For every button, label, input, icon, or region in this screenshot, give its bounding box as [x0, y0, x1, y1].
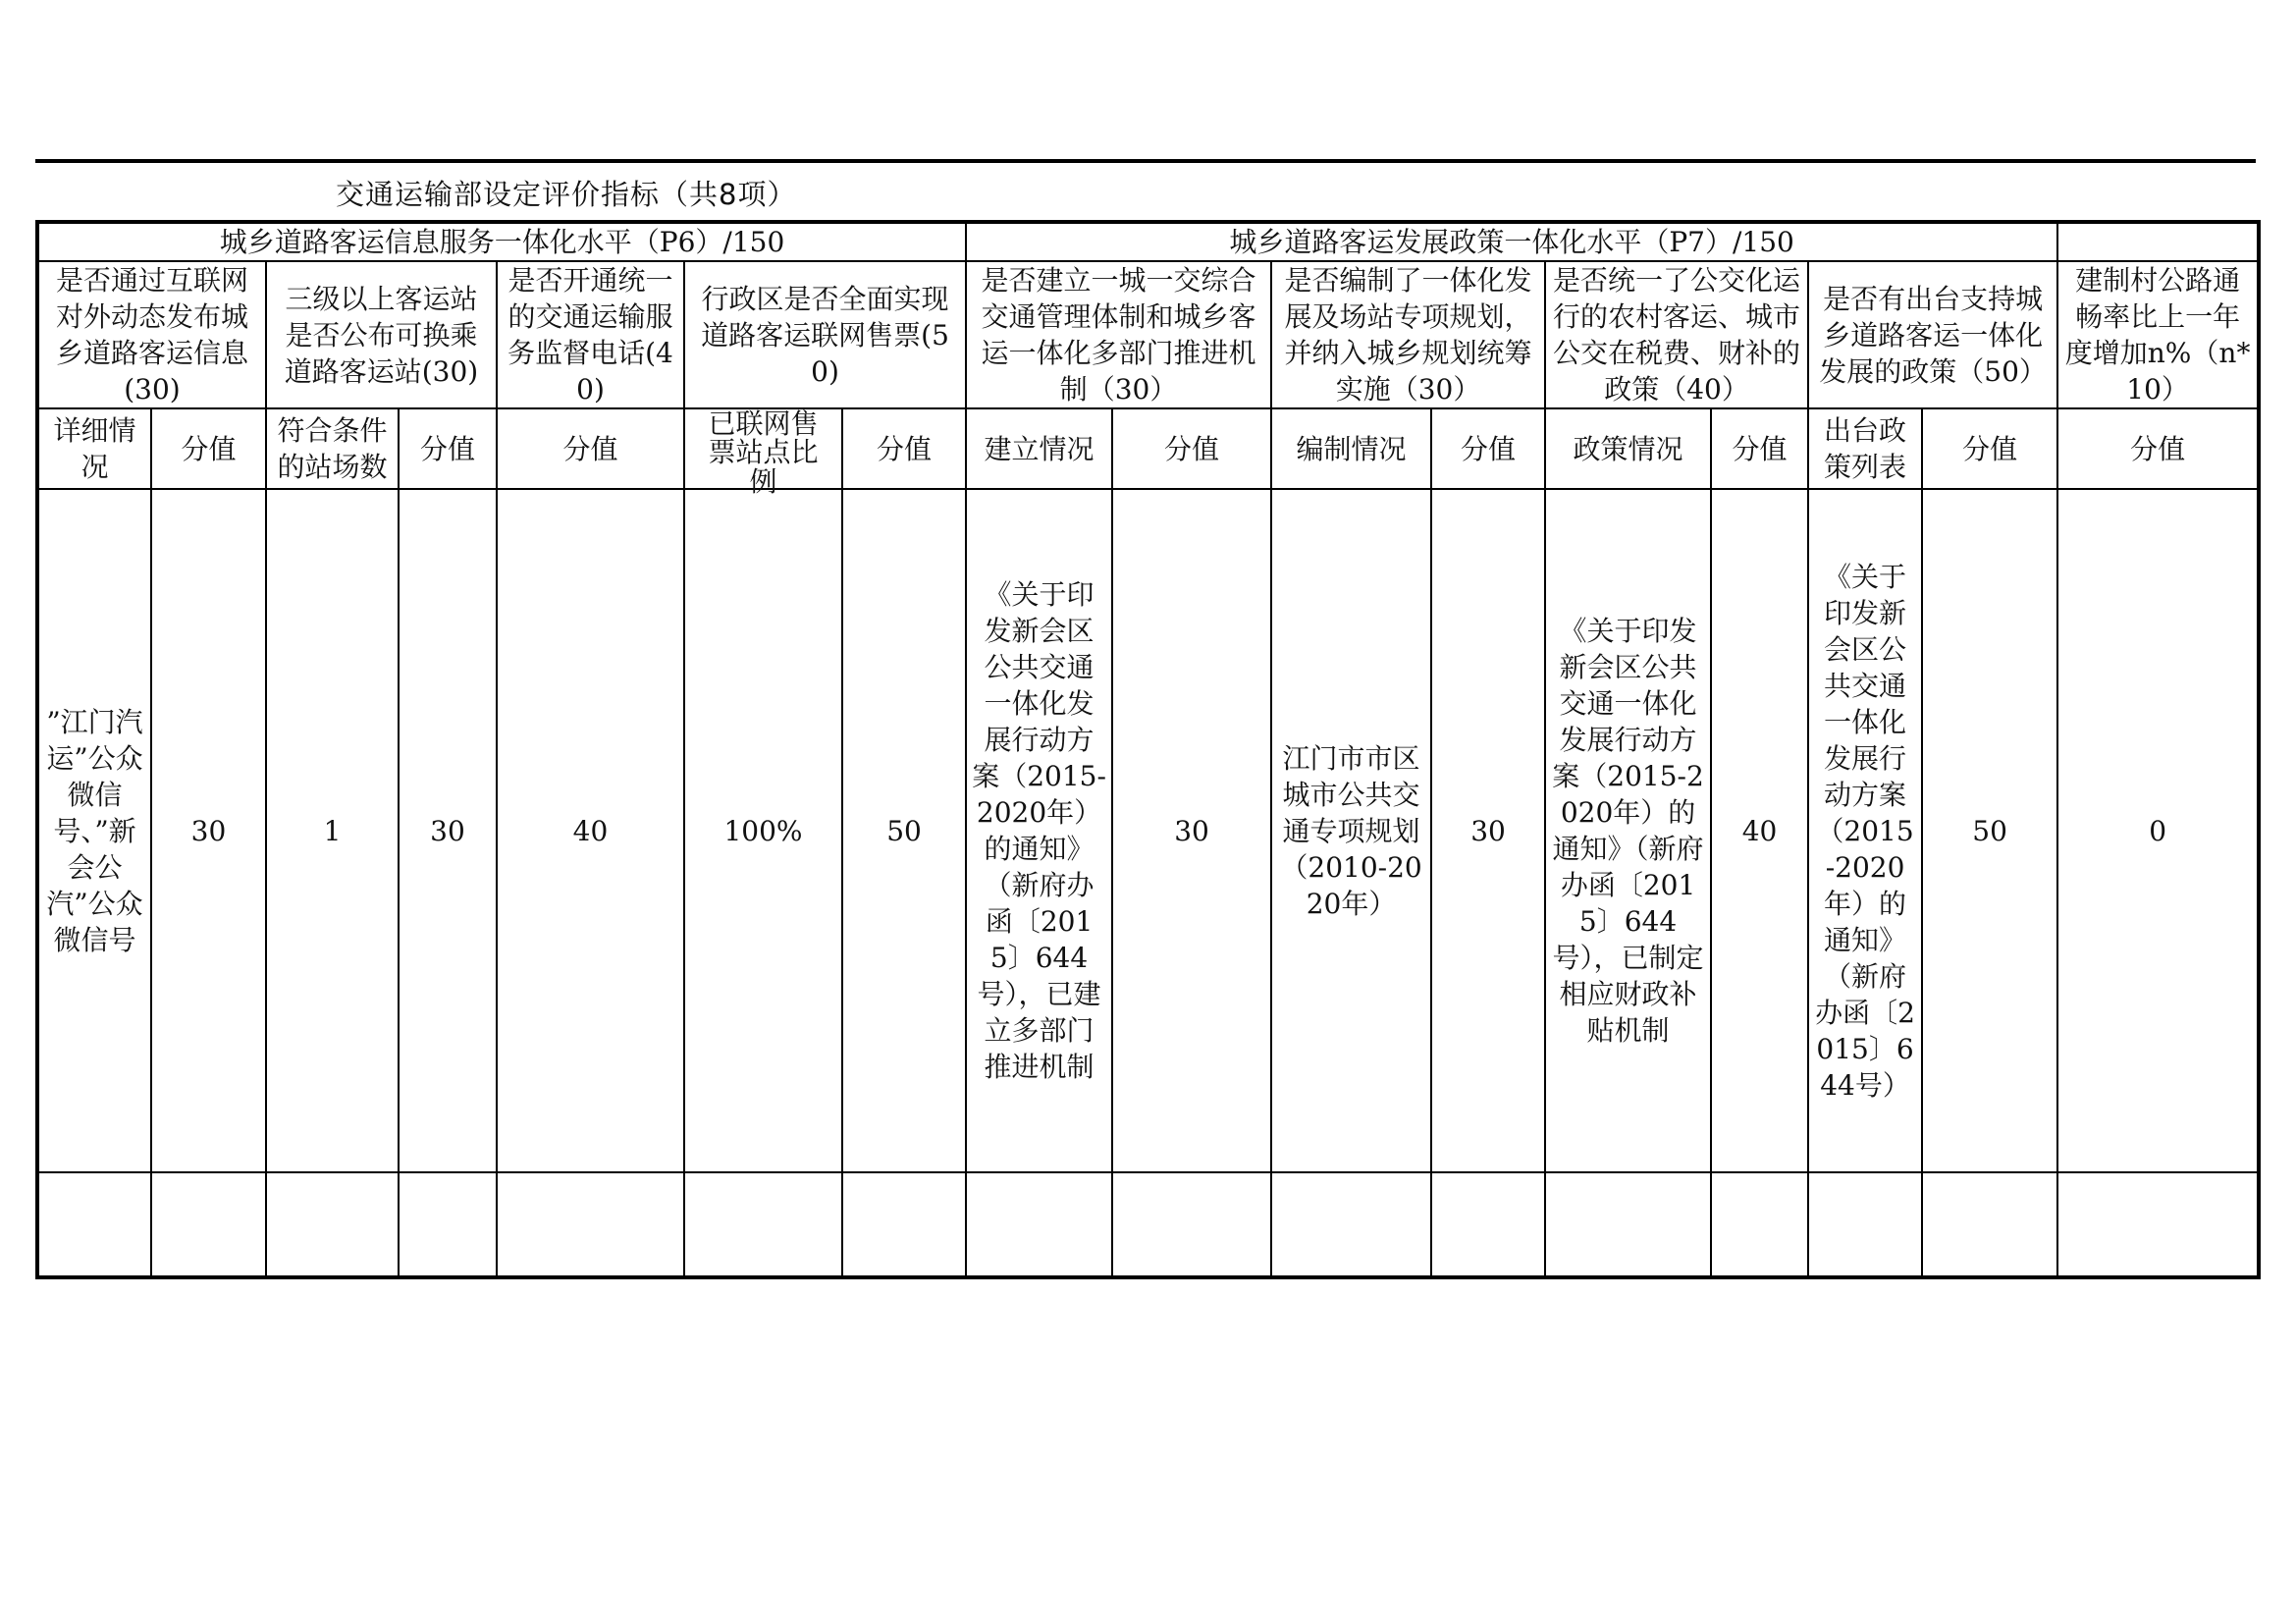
subheader-station-count: 符合条件的站场数	[277, 414, 388, 483]
document-title: 交通运输部设定评价指标（共8项）	[336, 178, 797, 211]
subheader-ticketing-ratio: 票站点比	[708, 436, 819, 468]
empty-cell	[1431, 1172, 1545, 1277]
indicator-online-info: 是否通过互联网对外动态发布城乡道路客运信息(30)	[55, 264, 248, 406]
table-row	[37, 489, 2259, 1172]
empty-cell	[1112, 1172, 1271, 1277]
group-header-p6: 城乡道路客运信息服务一体化水平（P6）/150	[37, 222, 966, 261]
empty-cell	[1808, 1172, 1922, 1277]
cell-score: 40	[572, 814, 609, 847]
group-header-row	[37, 222, 2259, 261]
cell-score: 30	[1174, 814, 1209, 847]
empty-cell	[1711, 1172, 1808, 1277]
empty-cell	[2057, 1172, 2259, 1277]
cell-ticketing-ratio: 100%	[723, 814, 803, 847]
subheader-score: 分值	[2130, 432, 2186, 465]
cell-detail: ”江门汽运”公众微信号、”新会公汽”公众微信号	[46, 705, 143, 956]
subheader-score: 分值	[419, 432, 475, 465]
cell-establishment: 《关于印发新会区公共交通一体化发展行动方案（2015-2020年）的通知》（新府办函〔2015〕644号），已建立多部门推进机制	[972, 578, 1106, 1083]
subheader-score: 分值	[1732, 432, 1788, 465]
cell-score: 30	[190, 814, 227, 847]
indicator-header-row	[37, 261, 2259, 408]
subheader-score: 分值	[562, 432, 618, 465]
subheader-ticketing-ratio-bottom: 例	[749, 465, 777, 498]
empty-cell	[966, 1172, 1112, 1277]
empty-cell	[399, 1172, 497, 1277]
subheader-ticketing-ratio-top: 已联网售	[708, 407, 819, 440]
indicator-unified-policy: 是否统一了公交化运行的农村客运、城市公交在税费、财补的政策（40）	[1553, 264, 1801, 406]
empty-cell	[1271, 1172, 1431, 1277]
indicator-hotline: 是否开通统一的交通运输服务监督电话(40)	[507, 264, 673, 406]
cell-station-count: 1	[323, 814, 342, 847]
cell-policy: 《关于印发新会区公共交通一体化发展行动方案（2015-2020年）的通知》（新府办函〔2015〕644号），已制定相应财政补贴机制	[1552, 615, 1704, 1047]
subheader-policy: 政策情况	[1573, 432, 1683, 465]
subheader-score: 分值	[1962, 432, 2018, 465]
indicator-special-plan: 是否编制了一体化发展及场站专项规划，并纳入城乡规划统筹实施（30）	[1284, 264, 1532, 406]
subheader-score: 分值	[181, 432, 237, 465]
cell-score: 50	[886, 814, 922, 847]
empty-cell	[497, 1172, 684, 1277]
empty-cell	[151, 1172, 266, 1277]
subheader-policy-list: 出台政策列表	[1824, 414, 1907, 483]
subheader-score: 分值	[1461, 432, 1517, 465]
indicator-road-access: 建制村公路通畅率比上一年度增加n%（n*10）	[2064, 264, 2251, 406]
subheader-score: 分值	[1164, 432, 1220, 465]
indicator-support-policy: 是否有出台支持城乡道路客运一体化发展的政策（50）	[1819, 282, 2047, 388]
cell-score: 50	[1972, 814, 2007, 847]
subheader-detail: 详细情况	[53, 414, 136, 483]
empty-cell	[1922, 1172, 2057, 1277]
empty-cell	[842, 1172, 966, 1277]
cell-score: 40	[1741, 814, 1778, 847]
subheader-compilation: 编制情况	[1296, 432, 1407, 465]
cell-score: 0	[2149, 814, 2167, 847]
cell-score: 30	[1470, 814, 1506, 847]
empty-cell	[1545, 1172, 1711, 1277]
group-header-p7: 城乡道路客运发展政策一体化水平（P7）/150	[966, 222, 2057, 261]
group-header-p8	[2057, 222, 2259, 261]
indicator-management-system: 是否建立一城一交综合交通管理体制和城乡客运一体化多部门推进机制（30）	[981, 264, 1256, 406]
empty-row	[37, 1172, 2259, 1277]
cell-score: 30	[430, 814, 465, 847]
cell-policy-list: 《关于印发新会区公共交通一体化发展行动方案（2015-2020年）的通知》（新府办函〔2015〕644号）	[1815, 560, 1915, 1102]
cell-compilation: 江门市市区城市公共交通专项规划（2010-2020年）	[1280, 741, 1422, 920]
empty-cell	[266, 1172, 399, 1277]
indicator-online-ticketing: 行政区是否全面实现道路客运联网售票(50)	[701, 282, 949, 388]
sub-header-row	[37, 408, 2259, 489]
top-rule	[35, 159, 2256, 163]
subheader-score: 分值	[877, 432, 933, 465]
empty-cell	[684, 1172, 842, 1277]
evaluation-table	[35, 220, 2261, 1279]
subheader-establishment: 建立情况	[984, 432, 1095, 465]
indicator-transfer-station: 三级以上客运站是否公布可换乘道路客运站(30)	[284, 282, 479, 388]
empty-cell	[37, 1172, 151, 1277]
